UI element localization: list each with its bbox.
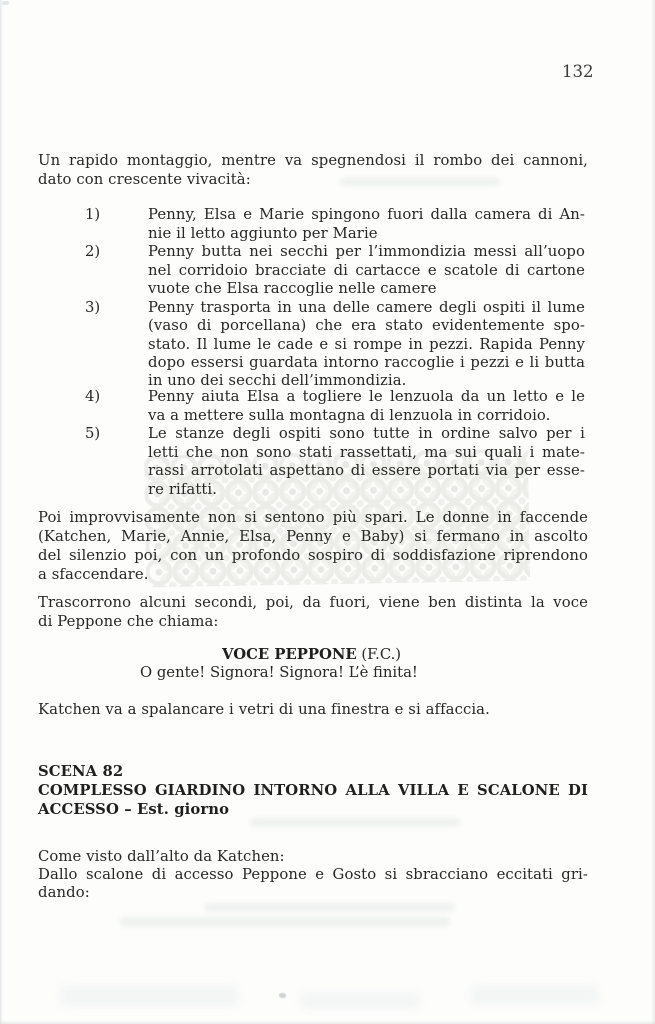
list-item-number: 1): [85, 206, 101, 223]
list-item-line: vuote che Elsa raccoglie nelle camere: [148, 280, 437, 297]
action-line: Poi improvvisamente non si sentono più spari. Le donne in faccende: [38, 509, 588, 526]
action-line: dando:: [38, 884, 90, 901]
action-line: a sfaccendare.: [38, 566, 149, 583]
action-line: Katchen va a spalancare i vetri di una finestra e si affaccia.: [38, 701, 490, 718]
list-item-line: Penny aiuta Elsa a togliere le lenzuola da un letto e le: [148, 388, 585, 405]
list-item-line: Le stanze degli ospiti sono tutte in ordine salvo per i: [148, 425, 585, 442]
list-item-number: 5): [85, 425, 101, 442]
action-line: di Peppone che chiama:: [38, 613, 219, 630]
ghost-text: [250, 818, 460, 827]
list-item-number: 3): [85, 299, 101, 316]
list-item-number: 2): [85, 243, 101, 260]
action-line: Trascorrono alcuni secondi, poi, da fuori, viene ben distinta la voce: [38, 594, 588, 611]
list-item-line: Penny, Elsa e Marie spingono fuori dalla camera di An-: [148, 206, 585, 223]
list-item-line: Penny trasporta in una delle camere degli ospiti il lume: [148, 299, 585, 316]
list-item-line: in uno dei secchi dell’immondizia.: [148, 372, 407, 389]
list-item-line: stato. Il lume le cade e si rompe in pezzi. Rapida Penny: [148, 336, 585, 353]
ghost-text: [120, 917, 450, 927]
page-edge-shadow-left: [0, 0, 3, 1024]
action-line: Come visto dall’alto da Katchen:: [38, 848, 285, 865]
scan-smudge: [300, 992, 420, 1010]
action-line: del silenzio poi, con un profondo sospiro di soddisfazione riprendono: [38, 547, 588, 564]
scan-smudge: [60, 985, 240, 1007]
action-line: (Katchen, Marie, Annie, Elsa, Penny e Baby) si fermano in ascolto: [38, 528, 588, 545]
list-item-line: rassi arrotolati aspettano di essere portati via per esse-: [148, 462, 585, 479]
action-line: Dallo scalone di accesso Peppone e Gosto si sbracciano eccitati gri-: [38, 866, 588, 883]
list-item-number: 4): [85, 388, 101, 405]
scan-speck: [2, 1, 9, 5]
action-line: dato con crescente vivacità:: [38, 171, 251, 188]
action-line: Un rapido montaggio, mentre va spegnendosi il rombo dei cannoni,: [38, 152, 588, 169]
list-item-line: va a mettere sulla montagna di lenzuola in corridoio.: [148, 407, 551, 424]
scene-heading-line: COMPLESSO GIARDINO INTORNO ALLA VILLA E SCALONE DI: [38, 782, 588, 799]
list-item-line: (vaso di porcellana) che era stato evidentemente spo-: [148, 317, 585, 334]
list-item-line: letti che non sono stati rassettati, ma sui quali i mate-: [148, 444, 585, 461]
dialogue-line: O gente! Signora! Signora! L’è finita!: [140, 664, 418, 681]
dialogue-speaker: VOCE PEPPONE: [222, 646, 357, 663]
list-item-line: nel corridoio bracciate di cartacce e scatole di cartone: [148, 262, 585, 279]
list-item-line: nie il letto aggiunto per Marie: [148, 225, 378, 242]
list-item-line: re rifatti.: [148, 481, 218, 498]
scene-heading-line: ACCESSO – Est. giorno: [38, 801, 230, 818]
scan-smudge: [470, 985, 600, 1005]
list-item-line: dopo essersi guardata intorno raccoglie i pezzi e li butta: [148, 354, 585, 371]
list-item-line: Penny butta nei secchi per l’immondizia messi all’uopo: [148, 243, 585, 260]
page-edge-shadow-bottom: [0, 1020, 655, 1024]
dialogue-speaker-line: [222, 645, 401, 664]
ghost-text: [205, 903, 455, 912]
dialogue-cue: (F.C.): [356, 646, 402, 663]
scan-mark: [279, 993, 286, 998]
scene-number: SCENA 82: [38, 763, 124, 780]
page-number: 132: [562, 62, 594, 81]
page-edge-shadow-right: [651, 0, 655, 1024]
